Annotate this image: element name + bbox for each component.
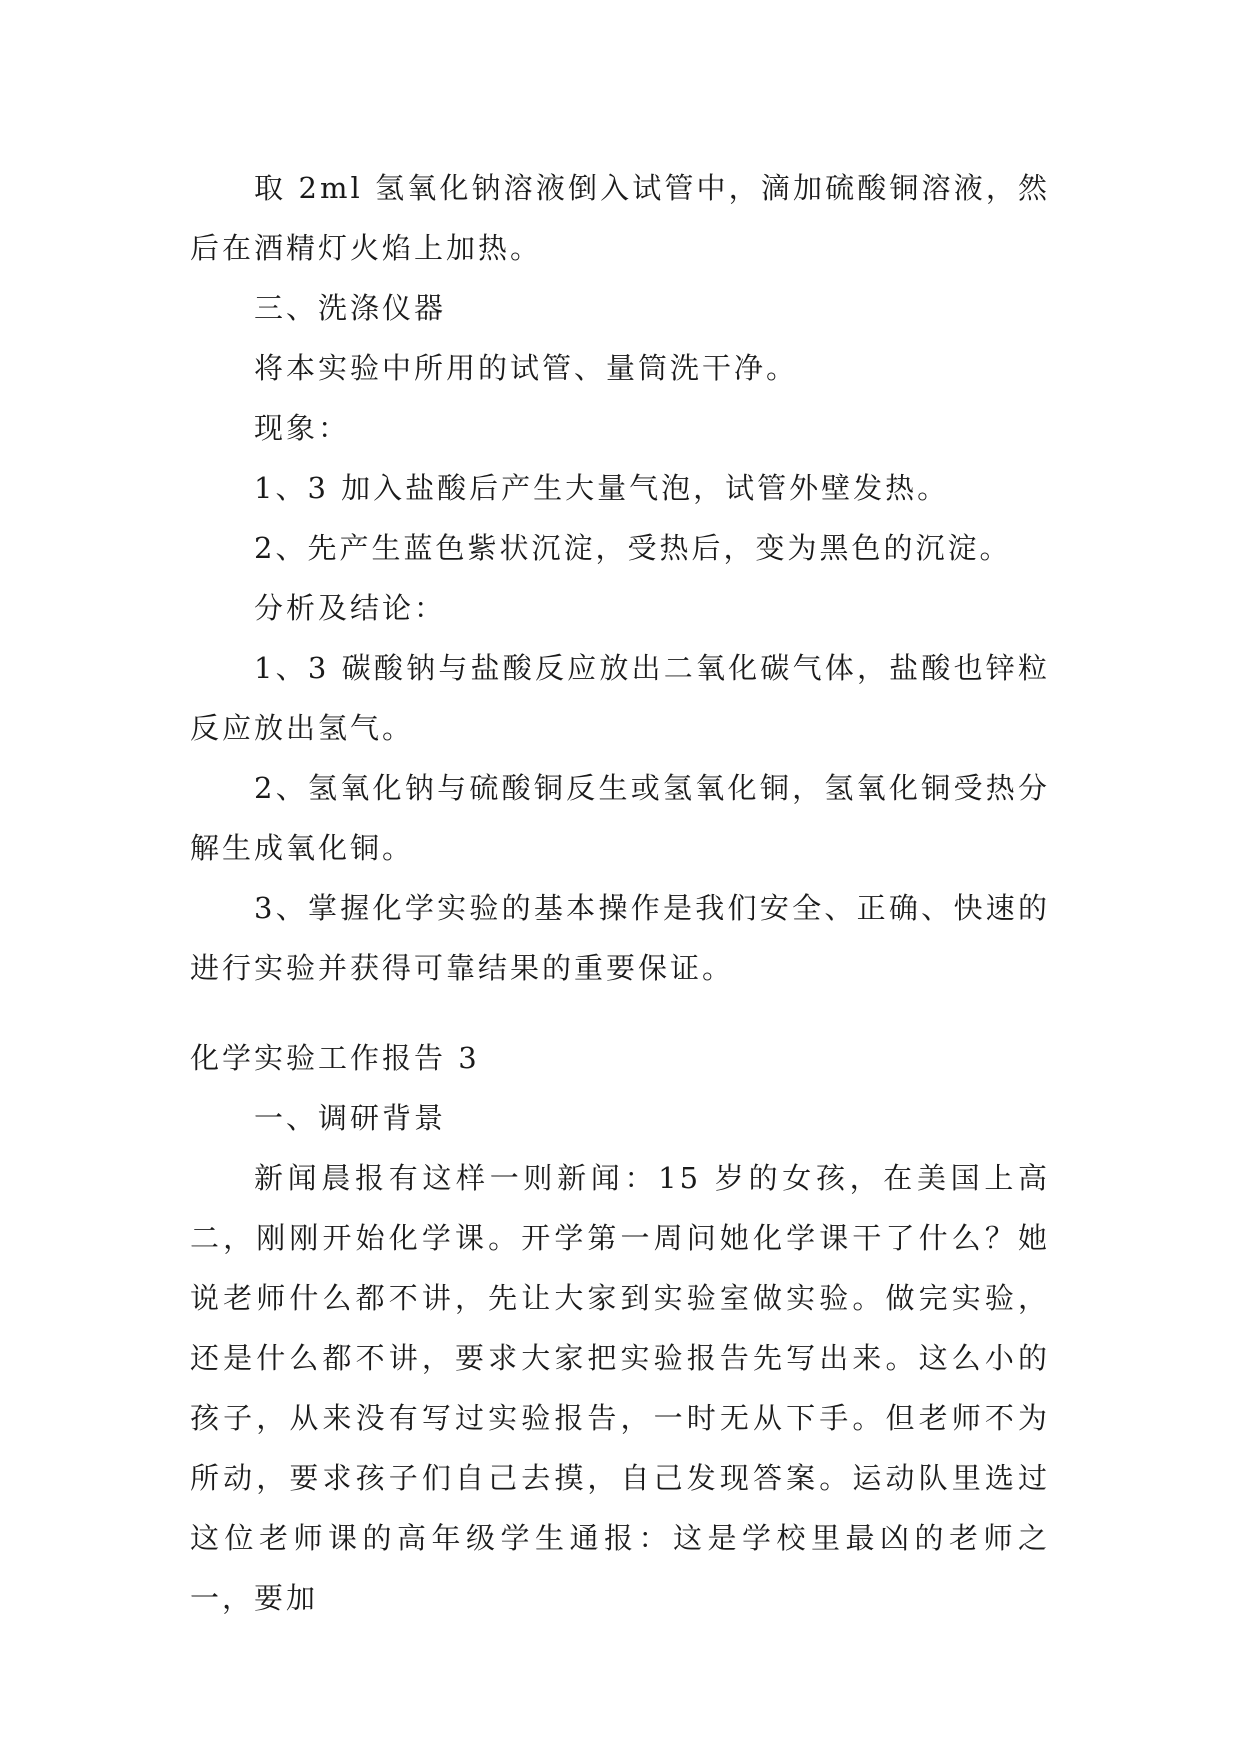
paragraph-phenomenon-2: 2、先产生蓝色紫状沉淀，受热后，变为黑色的沉淀。 (254, 531, 1012, 565)
report-section-3 (190, 1028, 1050, 1628)
paragraph-heading-analysis: 分析及结论： (254, 591, 447, 625)
paragraph-heading-background: 一、调研背景 (254, 1101, 447, 1135)
paragraph-experiment-step: 取 2ml 氢氧化钠溶液倒入试管中，滴加硫酸铜溶液，然后在酒精灯火焰上加热。 (190, 171, 1050, 265)
report-section-continued (190, 158, 1050, 998)
paragraph-news-story: 新闻晨报有这样一则新闻：15 岁的女孩，在美国上高二，刚刚开始化学课。开学第一周问她化学课干了什么？她说老师什么都不讲，先让大家到实验室做实验。做完实验，还是什么都不讲，要求大家把实验报告先写出来。这么小的孩子，从来没有写过实验报告，一时无从下手。但老师不为所动，要求孩子们自己去摸，自己发现答案。运动队里选过这位老师课的高年级学生通报：这是学校里最凶的老师之一，要加 (190, 1161, 1050, 1615)
paragraph-heading-wash-instruments: 三、洗涤仪器 (254, 291, 447, 325)
paragraph-conclusion-1: 1、3 碳酸钠与盐酸反应放出二氧化碳气体，盐酸也锌粒反应放出氢气。 (190, 651, 1050, 745)
paragraph-conclusion-2: 2、氢氧化钠与硫酸铜反生或氢氧化铜，氢氧化铜受热分解生成氧化铜。 (190, 771, 1050, 865)
section-title: 化学实验工作报告 3 (190, 1041, 480, 1075)
paragraph-wash-step: 将本实验中所用的试管、量筒洗干净。 (254, 351, 799, 385)
paragraph-conclusion-3: 3、掌握化学实验的基本操作是我们安全、正确、快速的进行实验并获得可靠结果的重要保证。 (190, 891, 1050, 985)
paragraph-heading-phenomena: 现象： (254, 411, 351, 445)
paragraph-phenomenon-1: 1、3 加入盐酸后产生大量气泡，试管外壁发热。 (254, 471, 950, 505)
